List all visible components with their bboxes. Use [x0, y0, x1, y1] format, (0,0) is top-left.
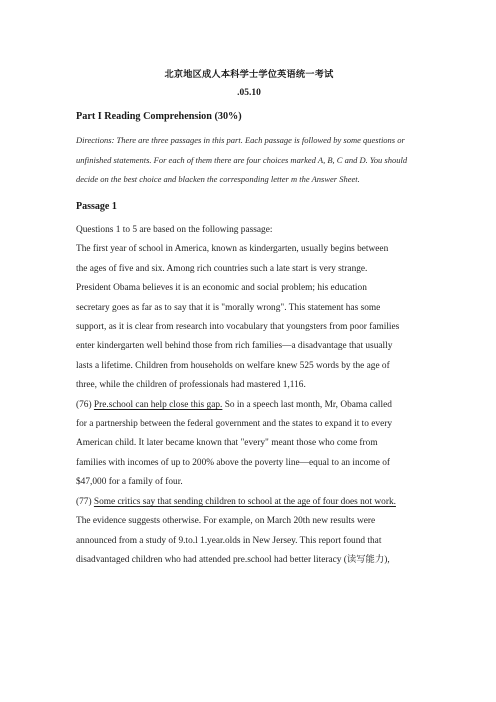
- paragraph-line: for a partnership between the federal government and the states to expand it to every: [76, 419, 393, 430]
- paragraph-line: disadvantaged children who had attended pre.school had better literacy (读写能力),: [76, 554, 390, 565]
- paragraph-line: announced from a study of 9.to.l 1.year.olds in New Jersey. This report found that: [76, 535, 382, 546]
- exam-date: .05.10: [237, 88, 261, 98]
- intro-line: Questions 1 to 5 are based on the following passage:: [76, 225, 273, 235]
- question-marker-77: (77): [76, 496, 94, 507]
- paragraph-line: [76, 396, 428, 415]
- question-marker-76: (76): [76, 399, 94, 410]
- paragraph-line: The first year of school in America, known as kindergarten, usually begins between: [76, 244, 389, 255]
- part-heading: Part I Reading Comprehension (30%): [76, 111, 242, 122]
- paragraph-line: The evidence suggests otherwise. For example, on March 20th new results were: [76, 516, 376, 527]
- paragraph-line: President Obama believes it is an economic and social problem; his education: [76, 283, 367, 294]
- passage-heading: Passage 1: [76, 201, 117, 212]
- directions-block: [76, 131, 426, 190]
- sentence-continuation: So in a speech last month, Mr, Obama called: [222, 399, 392, 410]
- paragraph-line: lasts a lifetime. Children from households on welfare knew 525 words by the age of: [76, 360, 390, 371]
- exam-title: 北京地区成人本科学士学位英语统一考试: [164, 69, 334, 80]
- paragraph-line: enter kindergarten well behind those from rich families—a disadvantage that usually: [76, 341, 393, 352]
- paragraph-line: [76, 493, 428, 512]
- underlined-sentence-77: Some critics say that sending children to school at the age of four does not work.: [93, 496, 396, 507]
- paragraph-line: support, as it is clear from research into vocabulary that youngsters from poor families: [76, 322, 400, 333]
- passage-body: [76, 221, 428, 570]
- paragraph-line: $47,000 for a family of four.: [76, 477, 183, 488]
- paragraph-line: the ages of five and six. Among rich countries such a late start is very strange.: [76, 263, 368, 274]
- directions-line: decide on the best choice and blacken the corresponding letter m the Answer Sheet.: [76, 174, 360, 184]
- underlined-sentence-76: Pre.school can help close this gap.: [93, 399, 223, 410]
- directions-line: unfinished statements. For each of them there are four choices marked A, B, C and D. You should: [76, 154, 408, 165]
- paragraph-line: three, while the children of professionals had mastered 1,116.: [76, 380, 306, 391]
- paragraph-line: families with incomes of up to 200% above the poverty line—equal to an income of: [76, 457, 390, 468]
- paragraph-line: American child. It later became known that "every" meant those who come from: [76, 438, 378, 449]
- paragraph-line: secretary goes as far as to say that it is "morally wrong". This statement has some: [76, 302, 381, 313]
- directions-line: Directions: There are three passages in this part. Each passage is followed by some questions or: [76, 135, 405, 145]
